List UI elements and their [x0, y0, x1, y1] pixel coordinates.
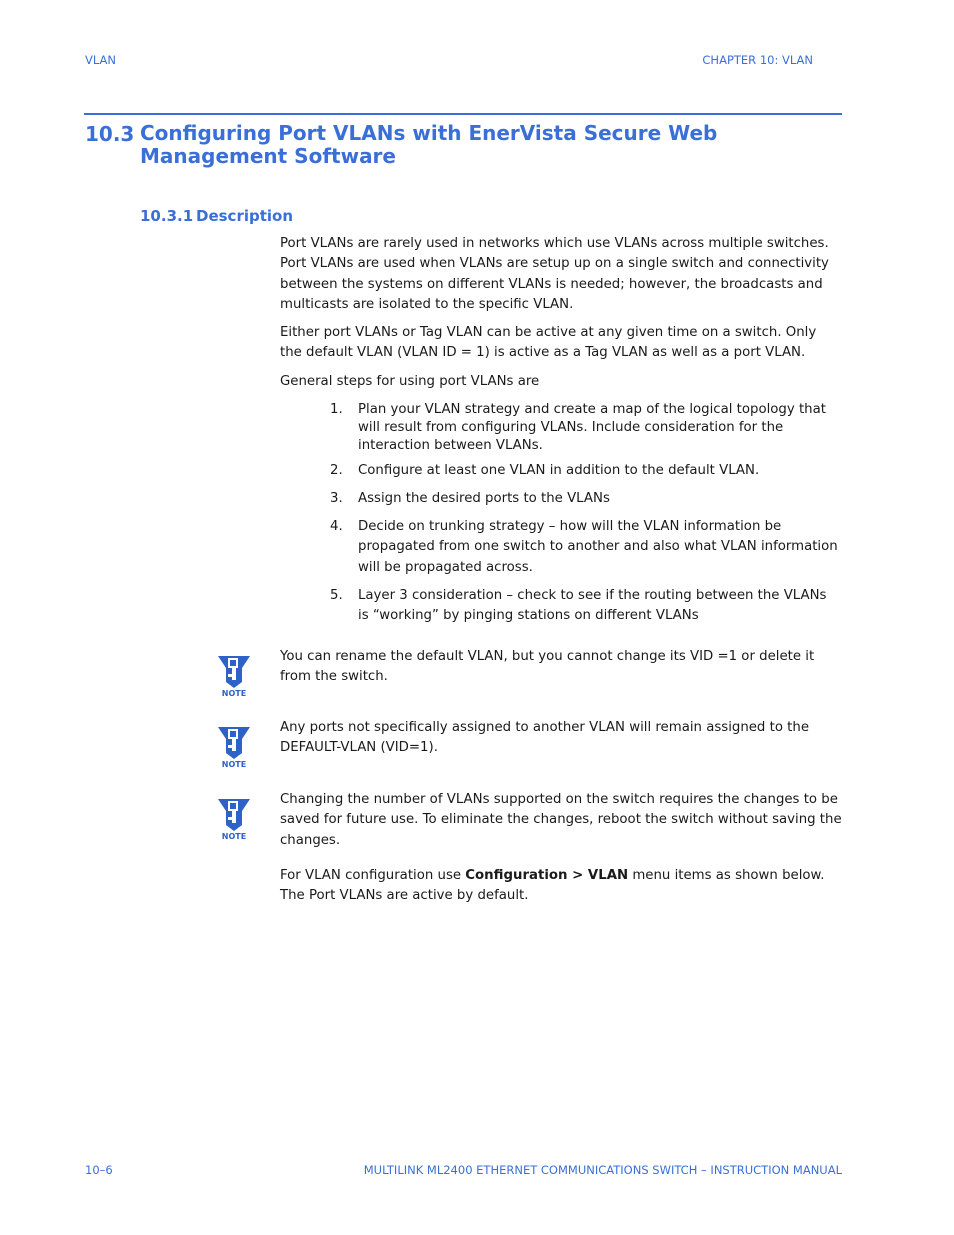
running-header-right: CHAPTER 10: VLAN	[702, 53, 813, 67]
note-icon	[212, 797, 256, 841]
note-text: Changing the number of VLANs supported on the switch requires the changes to be saved for future use. To eliminate the changes, reboot the switch without saving the changes.	[280, 792, 842, 848]
step-text: Configure at least one VLAN in addition to the default VLAN.	[358, 463, 760, 478]
step-text: Plan your VLAN strategy and create a map of the logical topology that will result from configuring VLANs. Include consideration for the interaction between VLANs.	[358, 402, 826, 453]
config-text-before: For VLAN configuration use	[280, 868, 466, 883]
step-text: Assign the desired ports to the VLANs	[358, 491, 610, 506]
paragraph-tag-vlan: Either port VLANs or Tag VLAN can be active at any given time on a switch. Only the default VLAN (VLAN ID = 1) is active as a Tag VLAN as well as a port VLAN.	[280, 325, 817, 361]
page-number: 10–6	[85, 1163, 113, 1177]
step-number: 2.	[330, 463, 343, 478]
note-label: NOTE	[221, 689, 247, 698]
step-number: 1.	[330, 402, 343, 417]
note-icon	[212, 725, 256, 769]
paragraph-general-steps: General steps for using port VLANs are	[280, 374, 540, 389]
note-icon	[212, 654, 256, 698]
paragraph-port-vlans: Port VLANs are rarely used in networks which use VLANs across multiple switches. Port VLANs are used when VLANs are setup up on a single switch and connectivity between the systems on different VLANs is needed; however, the broadcasts and multicasts are isolated to the specific VLAN.	[280, 236, 829, 313]
subsection-title: Description	[196, 207, 294, 225]
note-label: NOTE	[221, 760, 247, 769]
step-number: 5.	[330, 588, 343, 603]
section-number: 10.3	[85, 122, 135, 146]
paragraph-configuration	[280, 866, 842, 907]
menu-path: Configuration > VLAN	[465, 868, 629, 883]
manual-title: MULTILINK ML2400 ETHERNET COMMUNICATIONS SWITCH – INSTRUCTION MANUAL	[363, 1163, 842, 1177]
config-text-after: menu items as shown below. The Port VLANs are active by default.	[280, 868, 825, 904]
subsection-number: 10.3.1	[140, 207, 194, 225]
step-number: 3.	[330, 491, 343, 506]
step-text: Layer 3 consideration – check to see if the routing between the VLANs is “working” by pinging stations on different VLANs	[358, 588, 827, 624]
running-header-left: VLAN	[85, 53, 117, 67]
note-text: Any ports not specifically assigned to another VLAN will remain assigned to the DEFAULT-VLAN (VID=1).	[280, 720, 809, 756]
step-number: 4.	[330, 519, 343, 534]
header-rule	[84, 113, 842, 115]
step-text: Decide on trunking strategy – how will the VLAN information be propagated from one switch to another and also what VLAN information will be propagated across.	[358, 519, 838, 575]
section-title: Configuring Port VLANs with EnerVista Secure Web Management Software	[140, 121, 718, 168]
note-label: NOTE	[221, 832, 247, 841]
note-text: You can rename the default VLAN, but you cannot change its VID =1 or delete it from the switch.	[280, 649, 815, 685]
